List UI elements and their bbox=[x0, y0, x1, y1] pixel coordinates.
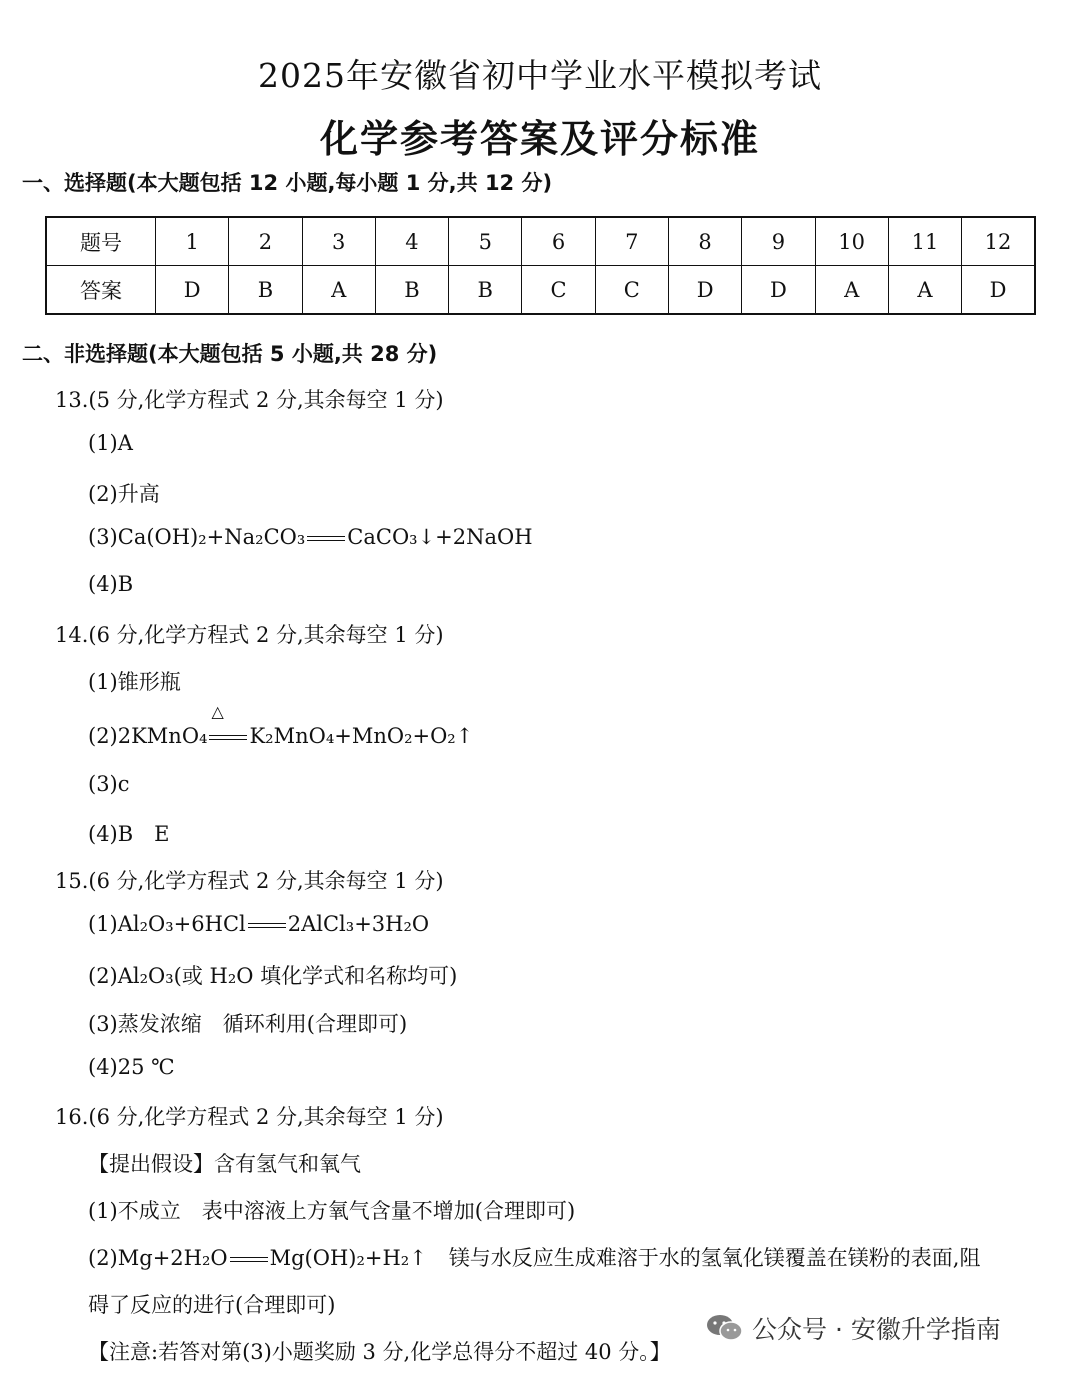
table-cell: 5 bbox=[449, 217, 522, 266]
table-cell: 1 bbox=[156, 217, 229, 266]
q15-answer-3: (3)蒸发浓缩 循环利用(合理即可) bbox=[88, 1012, 408, 1036]
answer-label: (3) bbox=[88, 525, 118, 549]
q16-note: 【注意:若答对第(3)小题奖励 3 分,化学总得分不超过 40 分。】 bbox=[88, 1340, 671, 1364]
table-cell: B bbox=[375, 266, 448, 315]
equation-lhs: Ca(OH)₂+Na₂CO₃ bbox=[117, 525, 306, 549]
answer-label: (2) bbox=[88, 724, 118, 748]
table-cell: D bbox=[668, 266, 741, 315]
table-cell: D bbox=[156, 266, 229, 315]
exam-title: 2025年安徽省初中学业水平模拟考试 bbox=[258, 56, 822, 95]
table-cell: B bbox=[449, 266, 522, 315]
equation-lhs: Mg+2H₂O bbox=[117, 1246, 228, 1270]
q13-answer-1: (1)A bbox=[88, 431, 133, 455]
table-cell: 11 bbox=[888, 217, 961, 266]
table-cell: C bbox=[595, 266, 668, 315]
q16-answer-1: (1)不成立 表中溶液上方氧气含量不增加(合理即可) bbox=[88, 1199, 576, 1223]
equation-rhs: K₂MnO₄+MnO₂+O₂↑ bbox=[249, 724, 474, 748]
equals-sign bbox=[209, 735, 247, 740]
q14-answer-4: (4)B E bbox=[88, 822, 170, 846]
table-cell: 12 bbox=[962, 217, 1035, 266]
q14-answer-3: (3)c bbox=[88, 772, 130, 796]
q16-answer-2 bbox=[88, 1242, 981, 1272]
equation-rhs: Mg(OH)₂+H₂↑ bbox=[269, 1246, 427, 1270]
table-cell: 10 bbox=[815, 217, 888, 266]
answer-label: (1) bbox=[88, 912, 118, 936]
q16-title: 16.(6 分,化学方程式 2 分,其余每空 1 分) bbox=[55, 1105, 444, 1129]
table-cell: A bbox=[302, 266, 375, 315]
equation-rhs: CaCO₃↓+2NaOH bbox=[347, 525, 533, 549]
q13-answer-2: (2)升高 bbox=[88, 482, 160, 506]
q13-title: 13.(5 分,化学方程式 2 分,其余每空 1 分) bbox=[55, 388, 444, 412]
table-cell: 9 bbox=[742, 217, 815, 266]
table-cell: A bbox=[815, 266, 888, 315]
table-cell: C bbox=[522, 266, 595, 315]
equation-rhs: 2AlCl₃+3H₂O bbox=[287, 912, 430, 936]
equation-lhs: 2KMnO₄ bbox=[117, 724, 208, 748]
q14-answer-1: (1)锥形瓶 bbox=[88, 670, 181, 694]
heat-triangle-icon: △ bbox=[211, 702, 224, 721]
q14-title: 14.(6 分,化学方程式 2 分,其余每空 1 分) bbox=[55, 623, 444, 647]
table-cell: B bbox=[229, 266, 302, 315]
row-label-number: 题号 bbox=[46, 217, 156, 266]
q13-answer-3 bbox=[88, 525, 533, 549]
answer-table bbox=[45, 216, 1036, 315]
answer-key-title: 化学参考答案及评分标准 bbox=[319, 117, 760, 161]
q15-answer-4: (4)25 ℃ bbox=[88, 1055, 175, 1079]
equals-sign bbox=[307, 536, 345, 541]
table-row-answers bbox=[46, 266, 1035, 315]
table-cell: 2 bbox=[229, 217, 302, 266]
table-cell: D bbox=[962, 266, 1035, 315]
table-cell: 6 bbox=[522, 217, 595, 266]
table-cell: D bbox=[742, 266, 815, 315]
equals-sign bbox=[230, 1257, 268, 1262]
equation-lhs: Al₂O₃+6HCl bbox=[117, 912, 246, 936]
q14-answer-2 bbox=[88, 702, 474, 748]
table-cell: 3 bbox=[302, 217, 375, 266]
q13-answer-4: (4)B bbox=[88, 572, 134, 596]
q15-answer-1 bbox=[88, 912, 429, 936]
answer-label: (2) bbox=[88, 1246, 118, 1270]
heating-condition bbox=[207, 702, 249, 748]
table-cell: 7 bbox=[595, 217, 668, 266]
section1-heading: 一、选择题(本大题包括 12 小题,每小题 1 分,共 12 分) bbox=[22, 171, 553, 195]
table-cell: 8 bbox=[668, 217, 741, 266]
q15-answer-2: (2)Al₂O₃(或 H₂O 填化学式和名称均可) bbox=[88, 964, 458, 988]
wechat-icon bbox=[706, 1313, 744, 1343]
watermark-text: 公众号 · 安徽升学指南 bbox=[752, 1315, 1001, 1344]
q16-explanation: 镁与水反应生成难溶于水的氢氧化镁覆盖在镁粉的表面,阻 bbox=[448, 1246, 981, 1270]
table-row-numbers bbox=[46, 217, 1035, 266]
row-label-answer: 答案 bbox=[46, 266, 156, 315]
section2-heading: 二、非选择题(本大题包括 5 小题,共 28 分) bbox=[22, 342, 438, 366]
watermark bbox=[706, 1310, 1001, 1346]
q16-hypothesis: 【提出假设】含有氢气和氧气 bbox=[88, 1152, 361, 1176]
q16-answer-2-cont: 碍了反应的进行(合理即可) bbox=[88, 1293, 336, 1317]
equals-sign bbox=[248, 923, 286, 928]
table-cell: A bbox=[888, 266, 961, 315]
q15-title: 15.(6 分,化学方程式 2 分,其余每空 1 分) bbox=[55, 869, 444, 893]
table-cell: 4 bbox=[375, 217, 448, 266]
